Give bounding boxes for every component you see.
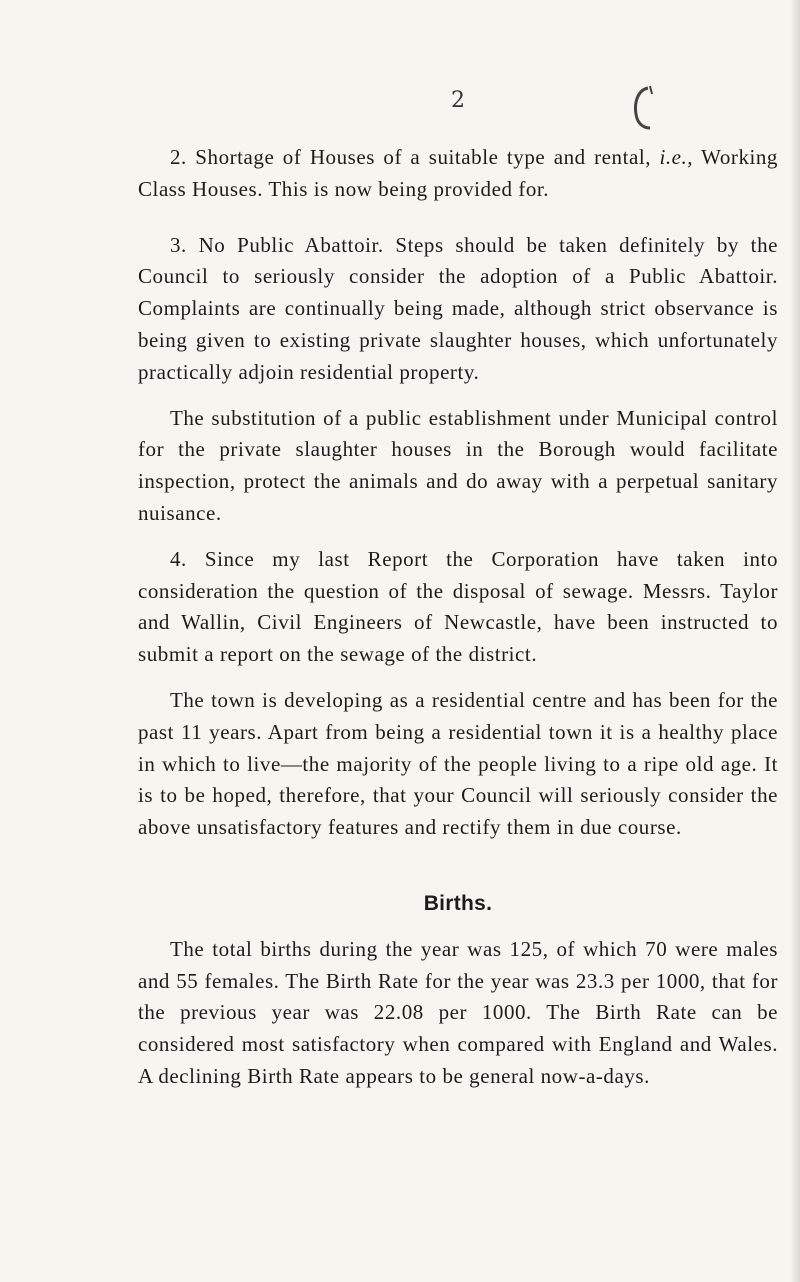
- item-number: 2.: [170, 145, 187, 169]
- paragraph-abbreviation: i.e.,: [659, 145, 694, 169]
- paragraph-item-2: [138, 142, 778, 206]
- paragraph-abattoir-followup: The substitution of a public establishment under Municipal control for the private slaughter houses in the Borough would facilitate inspection, protect the animals and do away with a perpetual sanitary nuisance.: [138, 405, 778, 525]
- section-heading-births: Births.: [423, 891, 493, 915]
- paragraph-text: Working Class Houses. This is now being provided for.: [138, 145, 778, 201]
- page-number: 2: [451, 88, 465, 113]
- paragraph-item-4: 4. Since my last Report the Corporation have taken into consideration the question of the disposal of sewage. Messrs. Taylor and Wallin, Civil Engineers of Newcastle, have been instructed to submit a report on the sewage of the district.: [138, 546, 778, 667]
- paragraph-item-3: 3. No Public Abattoir. Steps should be taken definitely by the Council to seriously consider the adoption of a Public Abattoir. Complaints are continually being made, although strict observance is being given to existing private slaughter houses, which unfortunately practically adjoin residential property.: [138, 232, 778, 384]
- document-body: [138, 142, 778, 1107]
- page-edge-shadow: [790, 0, 800, 1282]
- paragraph-town-development: The town is developing as a residential centre and has been for the past 11 years. Apart from being a residential town it is a healthy place in which to live—the majority of the people living to a ripe old age. It is to be hoped, therefore, that your Council will seriously consider the above unsatisfactory features and rectify them in due course.: [138, 687, 778, 840]
- paragraph-births: The total births during the year was 125, of which 70 were males and 55 females. The Birth Rate for the year was 23.3 per 1000, that for the previous year was 22.08 per 1000. The Birth Rate can be considered most satisfactory when compared with England and Wales. A declining Birth Rate appears to be general now-a-days.: [138, 936, 778, 1088]
- paragraph-text: Shortage of Houses of a suitable type and rental,: [186, 145, 660, 169]
- page-corner-mark: [630, 82, 656, 132]
